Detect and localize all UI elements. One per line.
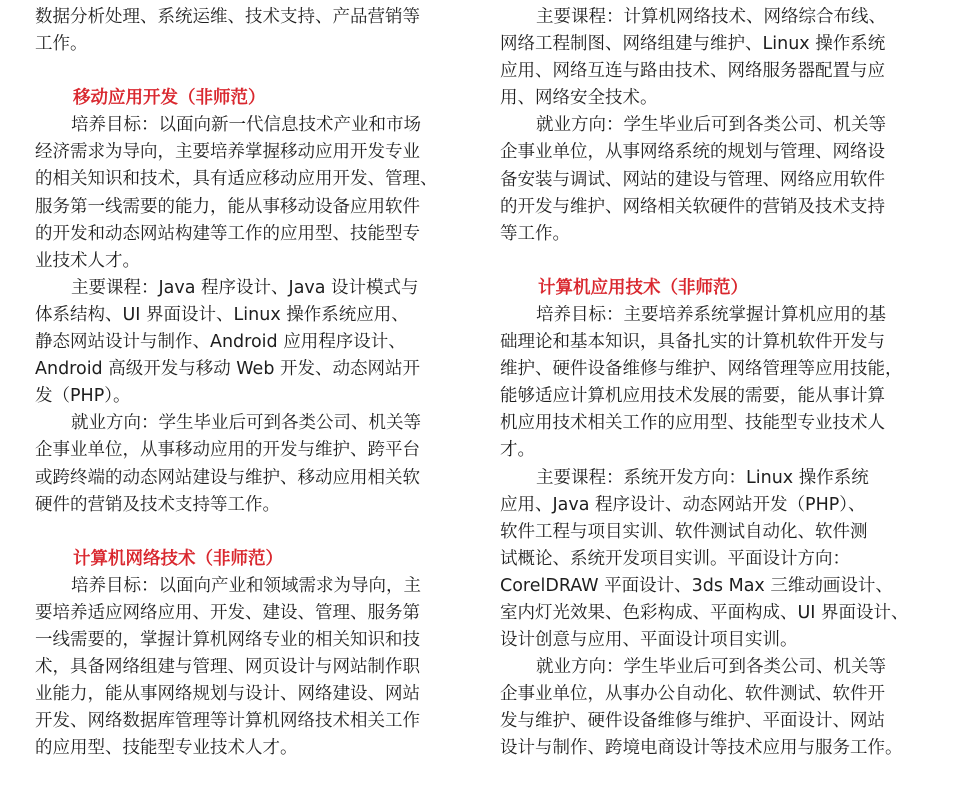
text-line: 维护、硬件设备维修与维护、网络管理等应用技能， — [500, 359, 903, 380]
text-line: 服务第一线需要的能力，能从事移动设备应用软件 — [35, 196, 420, 217]
text-line: 发与维护、硬件设备维修与维护、平面设计、网站 — [500, 711, 885, 732]
text-line: 业能力，能从事网络规划与设计、网络建设、网站 — [35, 684, 420, 705]
text-line: 术，具备网络组建与管理、网页设计与网站制作职 — [35, 657, 420, 678]
text-line: 主要课程：计算机网络技术、网络综合布线、 — [536, 7, 886, 27]
left-column — [35, 4, 467, 762]
text-line: 业技术人才。 — [35, 250, 140, 271]
text-line: 企事业单位，从事办公自动化、软件测试、软件开 — [500, 684, 885, 705]
section-heading: 计算机应用技术（非师范） — [538, 277, 748, 298]
section-heading: 移动应用开发（非师范） — [73, 88, 266, 109]
text-line: Android 高级开发与移动 Web 开发、动态网站开 — [35, 359, 420, 380]
text-line: 用、网络安全技术。 — [500, 88, 658, 109]
text-line: 主要课程：系统开发方向：Linux 操作系统 — [536, 467, 869, 488]
section-heading: 计算机网络技术（非师范） — [73, 548, 283, 569]
text-line: 一线需要的，掌握计算机网络专业的相关知识和技 — [35, 629, 420, 650]
text-line: CorelDRAW 平面设计、3ds Max 三维动画设计、 — [500, 575, 893, 596]
text-line: 等工作。 — [500, 223, 570, 244]
text-line: 础理论和基本知识，具备扎实的计算机软件开发与 — [500, 332, 885, 353]
text-line: 培养目标：以面向新一代信息技术产业和市场 — [71, 115, 421, 136]
text-line: 室内灯光效果、色彩构成、平面构成、UI 界面设计、 — [500, 602, 909, 623]
text-line: 开发、网络数据库管理等计算机网络技术相关工作 — [35, 711, 420, 732]
text-line: 的相关知识和技术，具有适应移动应用开发、管理、 — [35, 169, 438, 190]
text-line: 机应用技术相关工作的应用型、技能型专业技术人 — [500, 413, 885, 434]
text-line: 就业方向：学生毕业后可到各类公司、机关等 — [536, 657, 886, 678]
text-line: 体系结构、UI 界面设计、Linux 操作系统应用、 — [35, 304, 409, 325]
text-line: 经济需求为导向，主要培养掌握移动应用开发专业 — [35, 142, 420, 163]
text-line: 静态网站设计与制作、Android 应用程序设计、 — [35, 332, 406, 353]
text-line: 应用、Java 程序设计、动态网站开发（PHP）、 — [500, 494, 866, 515]
text-line: 网络工程制图、网络组建与维护、Linux 操作系统 — [500, 34, 886, 55]
text-line: 企事业单位，从事网络系统的规划与管理、网络设 — [500, 142, 885, 163]
text-line: 要培养适应网络应用、开发、建设、管理、服务第 — [35, 602, 420, 623]
text-line: 培养目标：主要培养系统掌握计算机应用的基 — [536, 304, 886, 325]
text-line: 的开发和动态网站构建等工作的应用型、技能型专 — [35, 223, 420, 244]
text-line: 培养目标：以面向产业和领域需求为导向，主 — [71, 575, 421, 596]
text-line: 硬件的营销及技术支持等工作。 — [35, 494, 280, 515]
text-line: 能够适应计算机应用技术发展的需要，能从事计算 — [500, 386, 885, 407]
text-line: 的应用型、技能型专业技术人才。 — [35, 738, 298, 759]
text-line: 应用、网络互连与路由技术、网络服务器配置与应 — [500, 61, 885, 82]
text-line: 才。 — [500, 440, 535, 461]
text-line: 或跨终端的动态网站建设与维护、移动应用相关软 — [35, 467, 420, 488]
text-line: 备安装与调试、网站的建设与管理、网络应用软件 — [500, 169, 885, 190]
text-line: 设计创意与应用、平面设计项目实训。 — [500, 630, 798, 651]
right-column — [500, 4, 930, 763]
text-line: 设计与制作、跨境电商设计等技术应用与服务工作。 — [500, 738, 903, 759]
text-line: 的开发与维护、网络相关软硬件的营销及技术支持 — [500, 196, 885, 217]
text-line: 就业方向：学生毕业后可到各类公司、机关等 — [536, 115, 886, 136]
text-line: 企事业单位，从事移动应用的开发与维护、跨平台 — [35, 440, 420, 461]
text-line: 主要课程：Java 程序设计、Java 设计模式与 — [71, 277, 419, 298]
text-line: 发（PHP）。 — [35, 386, 131, 407]
text-line: 软件工程与项目实训、软件测试自动化、软件测 — [500, 521, 868, 542]
text-line: 就业方向：学生毕业后可到各类公司、机关等 — [71, 413, 421, 434]
text-line: 试概论、系统开发项目实训。平面设计方向： — [500, 548, 850, 569]
text-line: 数据分析处理、系统运维、技术支持、产品营销等 — [35, 7, 420, 27]
text-line: 工作。 — [35, 34, 88, 55]
